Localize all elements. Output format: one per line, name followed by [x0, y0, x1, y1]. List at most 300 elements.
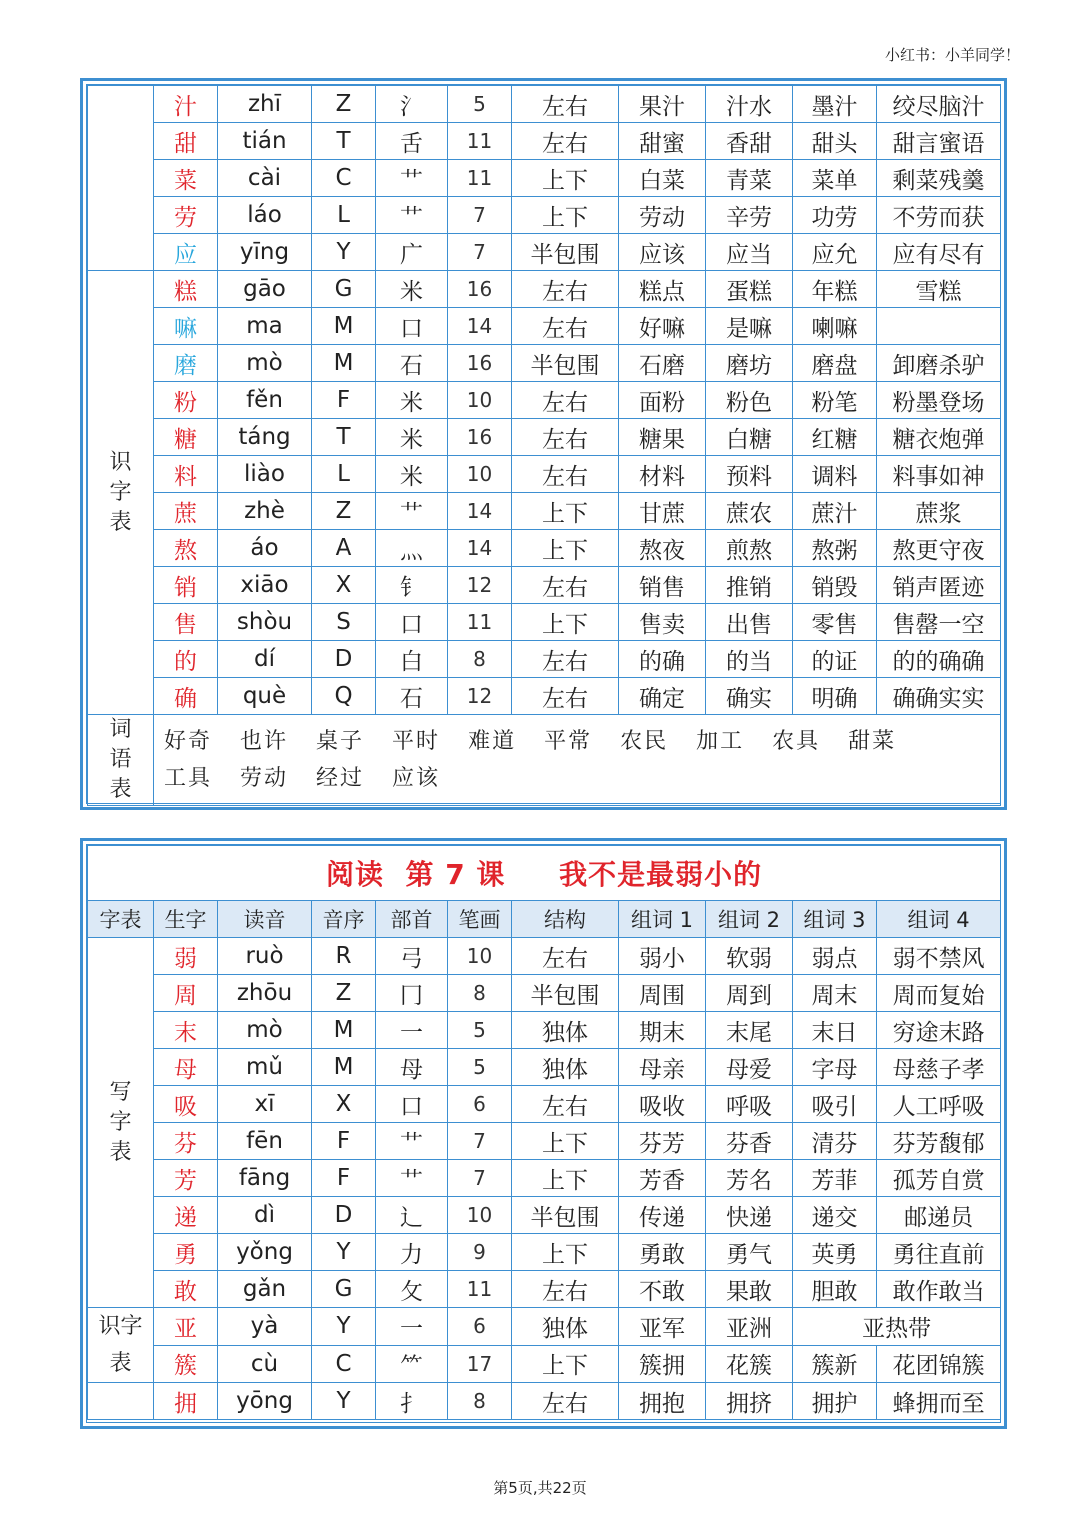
- char-cell: 菜: [154, 160, 218, 197]
- word1-cell: 白菜: [619, 160, 706, 197]
- vocab-row: [88, 715, 1001, 806]
- structure-cell: 左右: [512, 567, 619, 604]
- word4-cell: 母慈子孝: [877, 1049, 1001, 1086]
- column-header: 组词 4: [877, 901, 1001, 938]
- table-row: [88, 1345, 1001, 1383]
- title-row: [88, 846, 1001, 901]
- char-cell: 糕: [154, 271, 218, 308]
- word1-cell: 熬夜: [619, 530, 706, 567]
- initial-cell: S: [312, 604, 376, 641]
- word1-cell: 不敢: [619, 1271, 706, 1308]
- word1-cell: 面粉: [619, 382, 706, 419]
- section-label: 识字 表: [88, 1308, 154, 1383]
- word34-cell: 亚热带: [793, 1308, 1001, 1346]
- structure-cell: 左右: [512, 308, 619, 345]
- word2-cell: 预料: [706, 456, 793, 493]
- column-header: 组词 2: [706, 901, 793, 938]
- strokes-cell: 8: [448, 641, 512, 678]
- word3-cell: 字母: [793, 1049, 877, 1086]
- initial-cell: G: [312, 271, 376, 308]
- word2-cell: 快递: [706, 1197, 793, 1234]
- word3-cell: 菜单: [793, 160, 877, 197]
- char-cell: 应: [154, 234, 218, 271]
- word2-cell: 煎熬: [706, 530, 793, 567]
- word1-cell: 石磨: [619, 345, 706, 382]
- radical-cell: 艹: [376, 197, 448, 234]
- table-row: [88, 234, 1001, 271]
- structure-cell: 半包围: [512, 234, 619, 271]
- initial-cell: L: [312, 197, 376, 234]
- word4-cell: 售罄一空: [877, 604, 1001, 641]
- word2-cell: 末尾: [706, 1012, 793, 1049]
- structure-cell: 左右: [512, 1086, 619, 1123]
- table-row: [88, 678, 1001, 715]
- table-row: [88, 641, 1001, 678]
- word1-cell: 果汁: [619, 86, 706, 123]
- char-cell: 末: [154, 1012, 218, 1049]
- structure-cell: 左右: [512, 456, 619, 493]
- word1-cell: 劳动: [619, 197, 706, 234]
- pinyin-cell: táng: [218, 419, 312, 456]
- word2-cell: 母爱: [706, 1049, 793, 1086]
- word1-cell: 拥抱: [619, 1383, 706, 1420]
- table-row: [88, 1308, 1001, 1346]
- char-cell: 磨: [154, 345, 218, 382]
- word2-cell: 出售: [706, 604, 793, 641]
- word3-cell: 明确: [793, 678, 877, 715]
- structure-cell: 左右: [512, 938, 619, 975]
- initial-cell: C: [312, 160, 376, 197]
- word3-cell: 递交: [793, 1197, 877, 1234]
- radical-cell: 艹: [376, 493, 448, 530]
- vocab-word: 劳动: [240, 766, 289, 791]
- word2-cell: 的当: [706, 641, 793, 678]
- word2-cell: 果敢: [706, 1271, 793, 1308]
- char-cell: 母: [154, 1049, 218, 1086]
- char-cell: 劳: [154, 197, 218, 234]
- word1-cell: 的确: [619, 641, 706, 678]
- char-cell: 汁: [154, 86, 218, 123]
- word1-cell: 确定: [619, 678, 706, 715]
- word4-cell: 糖衣炮弹: [877, 419, 1001, 456]
- word4-cell: 确确实实: [877, 678, 1001, 715]
- pinyin-cell: dì: [218, 1197, 312, 1234]
- table-row: [88, 1086, 1001, 1123]
- strokes-cell: 7: [448, 1123, 512, 1160]
- vocab-word: 难道: [468, 729, 517, 754]
- column-header: 组词 1: [619, 901, 706, 938]
- radical-cell: 舌: [376, 123, 448, 160]
- strokes-cell: 11: [448, 604, 512, 641]
- strokes-cell: 6: [448, 1086, 512, 1123]
- radical-cell: 石: [376, 345, 448, 382]
- radical-cell: 广: [376, 234, 448, 271]
- word3-cell: 芳菲: [793, 1160, 877, 1197]
- word4-cell: 蔗浆: [877, 493, 1001, 530]
- word2-cell: 蔗农: [706, 493, 793, 530]
- word3-cell: 红糖: [793, 419, 877, 456]
- word1-cell: 甜蜜: [619, 123, 706, 160]
- strokes-cell: 7: [448, 1160, 512, 1197]
- structure-cell: 左右: [512, 678, 619, 715]
- word2-cell: 亚洲: [706, 1308, 793, 1346]
- initial-cell: D: [312, 641, 376, 678]
- table-row: [88, 530, 1001, 567]
- section-label: 写 字 表: [88, 938, 154, 1308]
- table-row: [88, 382, 1001, 419]
- strokes-cell: 8: [448, 975, 512, 1012]
- word1-cell: 传递: [619, 1197, 706, 1234]
- strokes-cell: 5: [448, 1012, 512, 1049]
- structure-cell: 左右: [512, 641, 619, 678]
- lesson-title: 阅读 第 7 课 我不是最弱小的: [88, 846, 1001, 901]
- radical-cell: 米: [376, 271, 448, 308]
- word2-cell: 蛋糕: [706, 271, 793, 308]
- word4-cell: 雪糕: [877, 271, 1001, 308]
- word4-cell: 剩菜残羹: [877, 160, 1001, 197]
- structure-cell: 上下: [512, 1345, 619, 1383]
- word4-cell: 应有尽有: [877, 234, 1001, 271]
- word1-cell: 簇拥: [619, 1345, 706, 1383]
- word1-cell: 售卖: [619, 604, 706, 641]
- word3-cell: 胆敢: [793, 1271, 877, 1308]
- strokes-cell: 8: [448, 1383, 512, 1420]
- vocab-list: [154, 715, 1001, 806]
- column-header: 结构: [512, 901, 619, 938]
- char-cell: 料: [154, 456, 218, 493]
- char-cell: 递: [154, 1197, 218, 1234]
- initial-cell: F: [312, 382, 376, 419]
- char-cell: 拥: [154, 1383, 218, 1420]
- word4-cell: 蜂拥而至: [877, 1383, 1001, 1420]
- strokes-cell: 6: [448, 1308, 512, 1346]
- word3-cell: 年糕: [793, 271, 877, 308]
- structure-cell: 上下: [512, 1234, 619, 1271]
- structure-cell: 左右: [512, 1271, 619, 1308]
- structure-cell: 独体: [512, 1012, 619, 1049]
- word2-cell: 确实: [706, 678, 793, 715]
- strokes-cell: 7: [448, 234, 512, 271]
- radical-cell: 辶: [376, 1197, 448, 1234]
- word4-cell: 芬芳馥郁: [877, 1123, 1001, 1160]
- initial-cell: A: [312, 530, 376, 567]
- vocab-word: 工具: [164, 766, 213, 791]
- vocab-word: 农具: [772, 729, 821, 754]
- table-row: [88, 1271, 1001, 1308]
- strokes-cell: 12: [448, 678, 512, 715]
- initial-cell: M: [312, 308, 376, 345]
- radical-cell: 口: [376, 1086, 448, 1123]
- strokes-cell: 10: [448, 1197, 512, 1234]
- word4-cell: 穷途末路: [877, 1012, 1001, 1049]
- word1-cell: 期末: [619, 1012, 706, 1049]
- page-number: 第5页,共22页: [493, 1479, 587, 1497]
- vocab-word: 甜菜: [848, 729, 897, 754]
- char-cell: 勇: [154, 1234, 218, 1271]
- column-header: 笔画: [448, 901, 512, 938]
- word3-cell: 拥护: [793, 1383, 877, 1420]
- strokes-cell: 5: [448, 1049, 512, 1086]
- word1-cell: 糕点: [619, 271, 706, 308]
- initial-cell: M: [312, 345, 376, 382]
- column-header: 字表: [88, 901, 154, 938]
- char-cell: 售: [154, 604, 218, 641]
- char-cell: 蔗: [154, 493, 218, 530]
- word1-cell: 甘蔗: [619, 493, 706, 530]
- initial-cell: R: [312, 938, 376, 975]
- word3-cell: 弱点: [793, 938, 877, 975]
- word3-cell: 应允: [793, 234, 877, 271]
- radical-cell: 冂: [376, 975, 448, 1012]
- initial-cell: X: [312, 1086, 376, 1123]
- initial-cell: C: [312, 1345, 376, 1383]
- column-header: 音序: [312, 901, 376, 938]
- pinyin-cell: tián: [218, 123, 312, 160]
- word3-cell: 簇新: [793, 1345, 877, 1383]
- word3-cell: 蔗汁: [793, 493, 877, 530]
- char-cell: 销: [154, 567, 218, 604]
- table-row: [88, 419, 1001, 456]
- word4-cell: 人工呼吸: [877, 1086, 1001, 1123]
- word1-cell: 周围: [619, 975, 706, 1012]
- vocab-word: 应该: [392, 766, 441, 791]
- vocab-table-2: [80, 838, 1007, 1429]
- pinyin-cell: mò: [218, 345, 312, 382]
- structure-cell: 左右: [512, 123, 619, 160]
- radical-cell: 艹: [376, 1160, 448, 1197]
- table-row: [88, 604, 1001, 641]
- word4-cell: 绞尽脑汁: [877, 86, 1001, 123]
- structure-cell: 独体: [512, 1308, 619, 1346]
- radical-cell: 艹: [376, 160, 448, 197]
- structure-cell: 半包围: [512, 345, 619, 382]
- table-row: [88, 1123, 1001, 1160]
- char-cell: 周: [154, 975, 218, 1012]
- initial-cell: T: [312, 123, 376, 160]
- word2-cell: 花簇: [706, 1345, 793, 1383]
- word3-cell: 清芬: [793, 1123, 877, 1160]
- initial-cell: D: [312, 1197, 376, 1234]
- word4-cell: 弱不禁风: [877, 938, 1001, 975]
- structure-cell: 上下: [512, 530, 619, 567]
- character-table-1: [87, 85, 1001, 806]
- strokes-cell: 10: [448, 382, 512, 419]
- pinyin-cell: xī: [218, 1086, 312, 1123]
- strokes-cell: 10: [448, 938, 512, 975]
- word1-cell: 弱小: [619, 938, 706, 975]
- pinyin-cell: ma: [218, 308, 312, 345]
- column-header: 读音: [218, 901, 312, 938]
- word3-cell: 粉笔: [793, 382, 877, 419]
- char-cell: 糖: [154, 419, 218, 456]
- strokes-cell: 10: [448, 456, 512, 493]
- word2-cell: 青菜: [706, 160, 793, 197]
- word2-cell: 粉色: [706, 382, 793, 419]
- pinyin-cell: zhī: [218, 86, 312, 123]
- word2-cell: 周到: [706, 975, 793, 1012]
- vocab-word: 平时: [392, 729, 441, 754]
- structure-cell: 左右: [512, 382, 619, 419]
- table-row: [88, 1012, 1001, 1049]
- word2-cell: 汁水: [706, 86, 793, 123]
- initial-cell: T: [312, 419, 376, 456]
- radical-cell: 米: [376, 419, 448, 456]
- radical-cell: 口: [376, 604, 448, 641]
- word4-cell: 熬更守夜: [877, 530, 1001, 567]
- char-cell: 簇: [154, 1345, 218, 1383]
- radical-cell: 力: [376, 1234, 448, 1271]
- strokes-cell: 11: [448, 160, 512, 197]
- pinyin-cell: fēn: [218, 1123, 312, 1160]
- initial-cell: G: [312, 1271, 376, 1308]
- vocab-word: 农民: [620, 729, 669, 754]
- radical-cell: 钅: [376, 567, 448, 604]
- word3-cell: 调料: [793, 456, 877, 493]
- word4-cell: [877, 308, 1001, 345]
- word2-cell: 推销: [706, 567, 793, 604]
- char-cell: 芬: [154, 1123, 218, 1160]
- table-row: [88, 160, 1001, 197]
- word1-cell: 母亲: [619, 1049, 706, 1086]
- pinyin-cell: dí: [218, 641, 312, 678]
- radical-cell: 扌: [376, 1383, 448, 1420]
- word4-cell: 不劳而获: [877, 197, 1001, 234]
- radical-cell: 口: [376, 308, 448, 345]
- strokes-cell: 14: [448, 493, 512, 530]
- pinyin-cell: áo: [218, 530, 312, 567]
- initial-cell: M: [312, 1012, 376, 1049]
- table-row: [88, 1197, 1001, 1234]
- char-cell: 粉: [154, 382, 218, 419]
- word4-cell: 甜言蜜语: [877, 123, 1001, 160]
- word1-cell: 糖果: [619, 419, 706, 456]
- table-row: [88, 493, 1001, 530]
- radical-cell: ⺮: [376, 1345, 448, 1383]
- initial-cell: Z: [312, 86, 376, 123]
- structure-cell: 上下: [512, 197, 619, 234]
- word3-cell: 的证: [793, 641, 877, 678]
- table-row: [88, 86, 1001, 123]
- word2-cell: 拥挤: [706, 1383, 793, 1420]
- column-header: 组词 3: [793, 901, 877, 938]
- radical-cell: 灬: [376, 530, 448, 567]
- word4-cell: 的的确确: [877, 641, 1001, 678]
- initial-cell: X: [312, 567, 376, 604]
- strokes-cell: 7: [448, 197, 512, 234]
- initial-cell: Y: [312, 234, 376, 271]
- pinyin-cell: shòu: [218, 604, 312, 641]
- word4-cell: 孤芳自赏: [877, 1160, 1001, 1197]
- word1-cell: 芬芳: [619, 1123, 706, 1160]
- table-row: [88, 1383, 1001, 1420]
- table-row: [88, 197, 1001, 234]
- pinyin-cell: gāo: [218, 271, 312, 308]
- vocab-word: 桌子: [316, 729, 365, 754]
- word1-cell: 好嘛: [619, 308, 706, 345]
- pinyin-cell: zhōu: [218, 975, 312, 1012]
- pinyin-cell: láo: [218, 197, 312, 234]
- initial-cell: Q: [312, 678, 376, 715]
- initial-cell: F: [312, 1160, 376, 1197]
- initial-cell: Y: [312, 1234, 376, 1271]
- vocab-word: 也许: [240, 729, 289, 754]
- strokes-cell: 14: [448, 308, 512, 345]
- word1-cell: 销售: [619, 567, 706, 604]
- char-cell: 敢: [154, 1271, 218, 1308]
- char-cell: 确: [154, 678, 218, 715]
- char-cell: 亚: [154, 1308, 218, 1346]
- char-cell: 弱: [154, 938, 218, 975]
- table-row: [88, 345, 1001, 382]
- radical-cell: 一: [376, 1308, 448, 1346]
- table-row: [88, 938, 1001, 975]
- pinyin-cell: cài: [218, 160, 312, 197]
- strokes-cell: 12: [448, 567, 512, 604]
- word4-cell: 周而复始: [877, 975, 1001, 1012]
- word1-cell: 芳香: [619, 1160, 706, 1197]
- vocab-word: 经过: [316, 766, 365, 791]
- radical-cell: 弓: [376, 938, 448, 975]
- word4-cell: 勇往直前: [877, 1234, 1001, 1271]
- char-cell: 嘛: [154, 308, 218, 345]
- structure-cell: 半包围: [512, 1197, 619, 1234]
- vocab-word: 好奇: [164, 729, 213, 754]
- word1-cell: 勇敢: [619, 1234, 706, 1271]
- pinyin-cell: yīng: [218, 234, 312, 271]
- pinyin-cell: què: [218, 678, 312, 715]
- table-row: [88, 456, 1001, 493]
- section-label-empty: [88, 86, 154, 271]
- word1-cell: 应该: [619, 234, 706, 271]
- header-row: [88, 901, 1001, 938]
- initial-cell: M: [312, 1049, 376, 1086]
- initial-cell: Y: [312, 1308, 376, 1346]
- pinyin-cell: mǔ: [218, 1049, 312, 1086]
- pinyin-cell: gǎn: [218, 1271, 312, 1308]
- word3-cell: 磨盘: [793, 345, 877, 382]
- pinyin-cell: liào: [218, 456, 312, 493]
- radical-cell: 石: [376, 678, 448, 715]
- table-row: [88, 1049, 1001, 1086]
- radical-cell: 白: [376, 641, 448, 678]
- structure-cell: 上下: [512, 1123, 619, 1160]
- structure-cell: 左右: [512, 419, 619, 456]
- word2-cell: 芳名: [706, 1160, 793, 1197]
- word3-cell: 墨汁: [793, 86, 877, 123]
- section-label: 识 字 表: [88, 271, 154, 715]
- strokes-cell: 9: [448, 1234, 512, 1271]
- initial-cell: Z: [312, 493, 376, 530]
- char-cell: 甜: [154, 123, 218, 160]
- radical-cell: 艹: [376, 1123, 448, 1160]
- char-cell: 熬: [154, 530, 218, 567]
- structure-cell: 左右: [512, 86, 619, 123]
- column-header: 生字: [154, 901, 218, 938]
- structure-cell: 上下: [512, 160, 619, 197]
- pinyin-cell: yà: [218, 1308, 312, 1346]
- word2-cell: 是嘛: [706, 308, 793, 345]
- table-row: [88, 1234, 1001, 1271]
- vocab-word: 加工: [696, 729, 745, 754]
- strokes-cell: 11: [448, 123, 512, 160]
- pinyin-cell: fěn: [218, 382, 312, 419]
- pinyin-cell: cù: [218, 1345, 312, 1383]
- structure-cell: 左右: [512, 271, 619, 308]
- table-row: [88, 123, 1001, 160]
- initial-cell: F: [312, 1123, 376, 1160]
- word3-cell: 甜头: [793, 123, 877, 160]
- initial-cell: Y: [312, 1383, 376, 1420]
